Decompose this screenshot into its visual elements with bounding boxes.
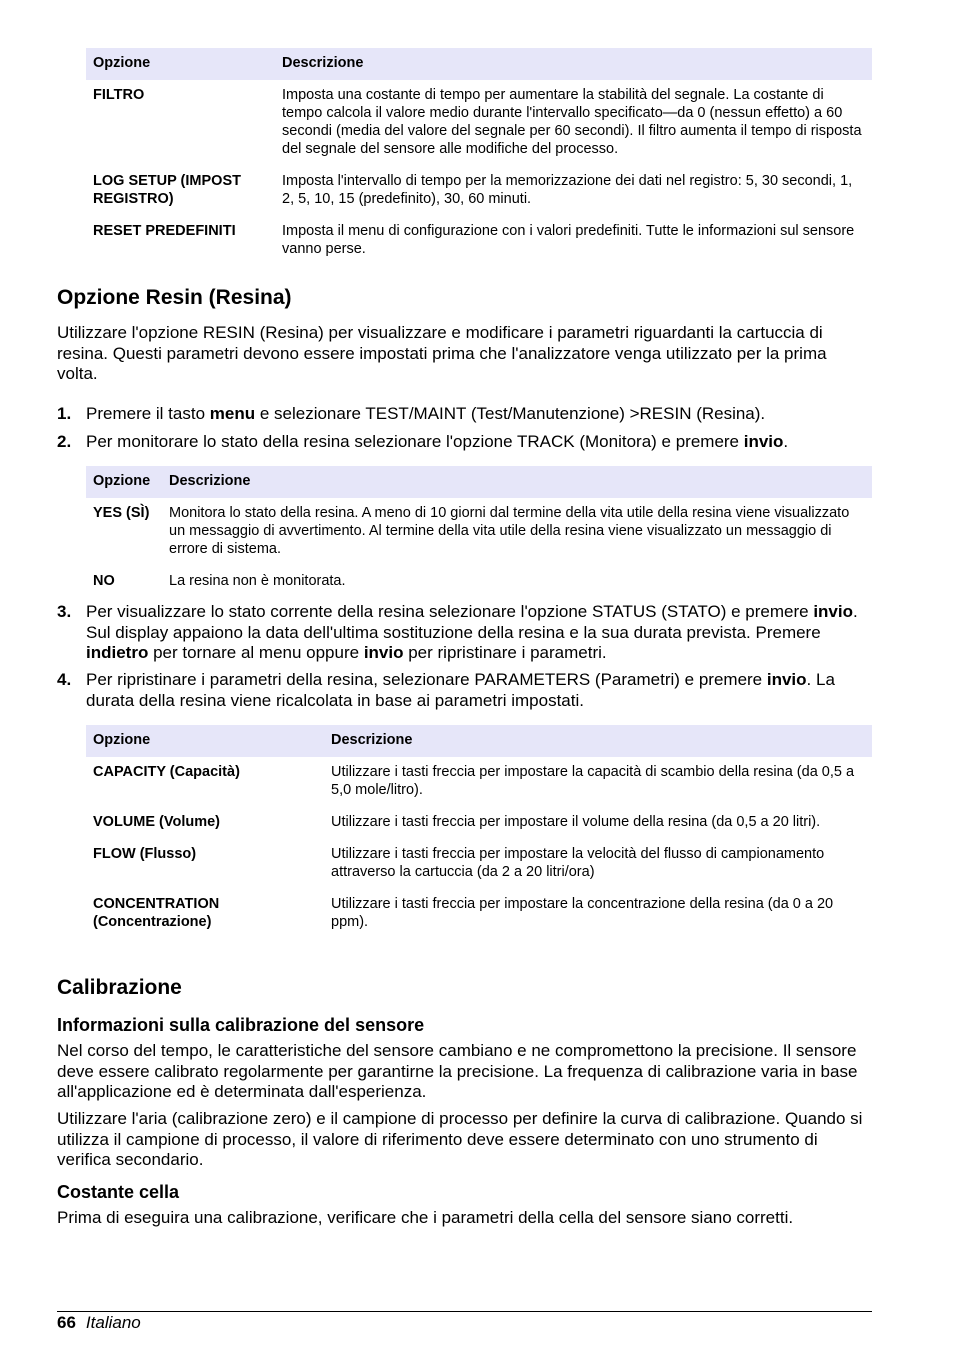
step-text: Per visualizzare lo stato corrente della resina selezionare l'opzione STATUS (STATO) e premere invio. Sul display appaiono la data dell'ultima sostituzione della resina e la sua durata prevista. Premere indietro per tornare al menu oppure invio per ripristinare i parametri. — [86, 602, 858, 662]
step-4 — [57, 670, 872, 711]
option-description: Imposta una costante di tempo per aumentare la stabilità del segnale. La costante di tempo calcola il valore medio durante l'intervallo specificato—da 0 (nessun effetto) a 60 secondi (media del valore del segnale per 60 secondi). Il filtro aumenta il tempo di risposta del segnale del sensore alle modifiche del processo. — [282, 87, 862, 157]
option-description: Utilizzare i tasti freccia per impostare la capacità di scambio della resina (da 0,5 a 5,0 mole/litro). — [331, 764, 855, 798]
page-number: 66 — [57, 1313, 76, 1332]
table-header-row — [86, 48, 872, 80]
column-header-option: Opzione — [86, 725, 324, 757]
cell-constant-paragraph: Prima di eseguira una calibrazione, verificare che i parametri della cella del sensore siano corretti. — [57, 1208, 794, 1227]
column-header-description: Descrizione — [324, 725, 872, 757]
step-text: Premere il tasto menu e selezionare TEST/MAINT (Test/Manutenzione) >RESIN (Resina). — [86, 404, 766, 423]
table-header-row — [86, 725, 872, 757]
option-name: FLOW (Flusso) — [93, 846, 197, 862]
calibration-paragraph-2: Utilizzare l'aria (calibrazione zero) e il campione di processo per definire la curva di calibrazione. Quando si utilizza il campione di processo, il valore di riferimento deve essere determinato con uno strumento di verifica secondario. — [57, 1109, 863, 1169]
table-row — [86, 839, 872, 889]
key-invio: invio — [813, 602, 853, 621]
key-menu: menu — [209, 404, 256, 423]
option-description: Imposta l'intervallo di tempo per la memorizzazione dei dati nel registro: 5, 30 secondi, 1, 2, 5, 10, 15 (predefinito), 30, 60 minuti. — [282, 173, 853, 207]
table-row — [86, 889, 872, 939]
table-header-row — [86, 466, 872, 498]
table-row — [86, 566, 872, 598]
option-name: NO — [93, 573, 115, 589]
options-table-parameters — [86, 725, 872, 939]
step-number: 1. — [57, 404, 72, 423]
option-description: Monitora lo stato della resina. A meno di 10 giorni dal termine della vita utile della resina viene visualizzato un messaggio di avvertimento. Al termine della vita utile della resina viene visualizzato un messaggio di errore di sistema. — [169, 505, 850, 557]
step-text: Per monitorare lo stato della resina selezionare l'opzione TRACK (Monitora) e premere invio. — [86, 432, 789, 451]
option-name: VOLUME (Volume) — [93, 814, 221, 830]
table-row — [86, 757, 872, 807]
calibration-paragraph-1: Nel corso del tempo, le caratteristiche del sensore cambiano e ne compromettono la precisione. Il sensore deve essere calibrato regolarmente per garantirne la precisione. La frequenza di calibrazione varia in base all'applicazione ed è determinata dall'esperienza. — [57, 1041, 858, 1101]
key-invio: invio — [363, 643, 404, 662]
option-description: Imposta il menu di configurazione con i valori predefiniti. Tutte le informazioni sul sensore vanno perse. — [282, 223, 855, 257]
options-table-track — [86, 466, 872, 598]
step-3 — [57, 602, 872, 664]
footer-language: Italiano — [85, 1313, 141, 1332]
page-footer — [57, 1313, 141, 1333]
step-number: 4. — [57, 670, 72, 689]
key-invio: invio — [766, 670, 807, 689]
table-row — [86, 807, 872, 839]
step-number: 3. — [57, 602, 72, 621]
option-name: LOG SETUP (IMPOST REGISTRO) — [93, 173, 241, 207]
resin-intro: Utilizzare l'opzione RESIN (Resina) per visualizzare e modificare i parametri riguardanti la cartuccia di resina. Questi parametri devono essere impostati prima che l'analizzatore venga utilizzato per la prima volta. — [57, 323, 827, 383]
step-text: Per ripristinare i parametri della resina, selezionare PARAMETERS (Parametri) e premere invio. La durata della resina viene ricalcolata in base ai parametri impostati. — [86, 670, 835, 710]
option-name: CONCENTRATION (Concentrazione) — [93, 896, 220, 930]
option-description: La resina non è monitorata. — [169, 573, 346, 589]
table-row — [86, 80, 872, 166]
option-name: FILTRO — [93, 87, 145, 103]
option-description: Utilizzare i tasti freccia per impostare la concentrazione della resina (da 0 a 20 ppm). — [331, 896, 834, 930]
table-row — [86, 216, 872, 266]
section-title-calibration: Calibrazione — [57, 976, 182, 999]
section-title-resin: Opzione Resin (Resina) — [57, 286, 292, 309]
column-header-description: Descrizione — [162, 466, 872, 498]
column-header-option: Opzione — [86, 48, 275, 80]
options-table-general — [86, 48, 872, 266]
option-name: CAPACITY (Capacità) — [93, 764, 240, 780]
table-row — [86, 166, 872, 216]
option-name: RESET PREDEFINITI — [93, 223, 236, 239]
subsection-title-cell-constant: Costante cella — [57, 1182, 180, 1202]
key-invio: invio — [743, 432, 784, 451]
subsection-title-calibration-info: Informazioni sulla calibrazione del sensore — [57, 1015, 425, 1035]
step-number: 2. — [57, 432, 72, 451]
footer-divider — [57, 1311, 872, 1312]
table-row — [86, 498, 872, 566]
option-description: Utilizzare i tasti freccia per impostare il volume della resina (da 0,5 a 20 litri). — [331, 814, 821, 830]
option-description: Utilizzare i tasti freccia per impostare la velocità del flusso di campionamento attraverso la cartuccia (da 2 a 20 litri/ora) — [331, 846, 825, 880]
key-indietro: indietro — [86, 643, 149, 662]
option-name: YES (SÌ) — [93, 505, 150, 521]
step-2 — [57, 432, 872, 453]
column-header-description: Descrizione — [275, 48, 872, 80]
column-header-option: Opzione — [86, 466, 162, 498]
step-1 — [57, 404, 872, 425]
